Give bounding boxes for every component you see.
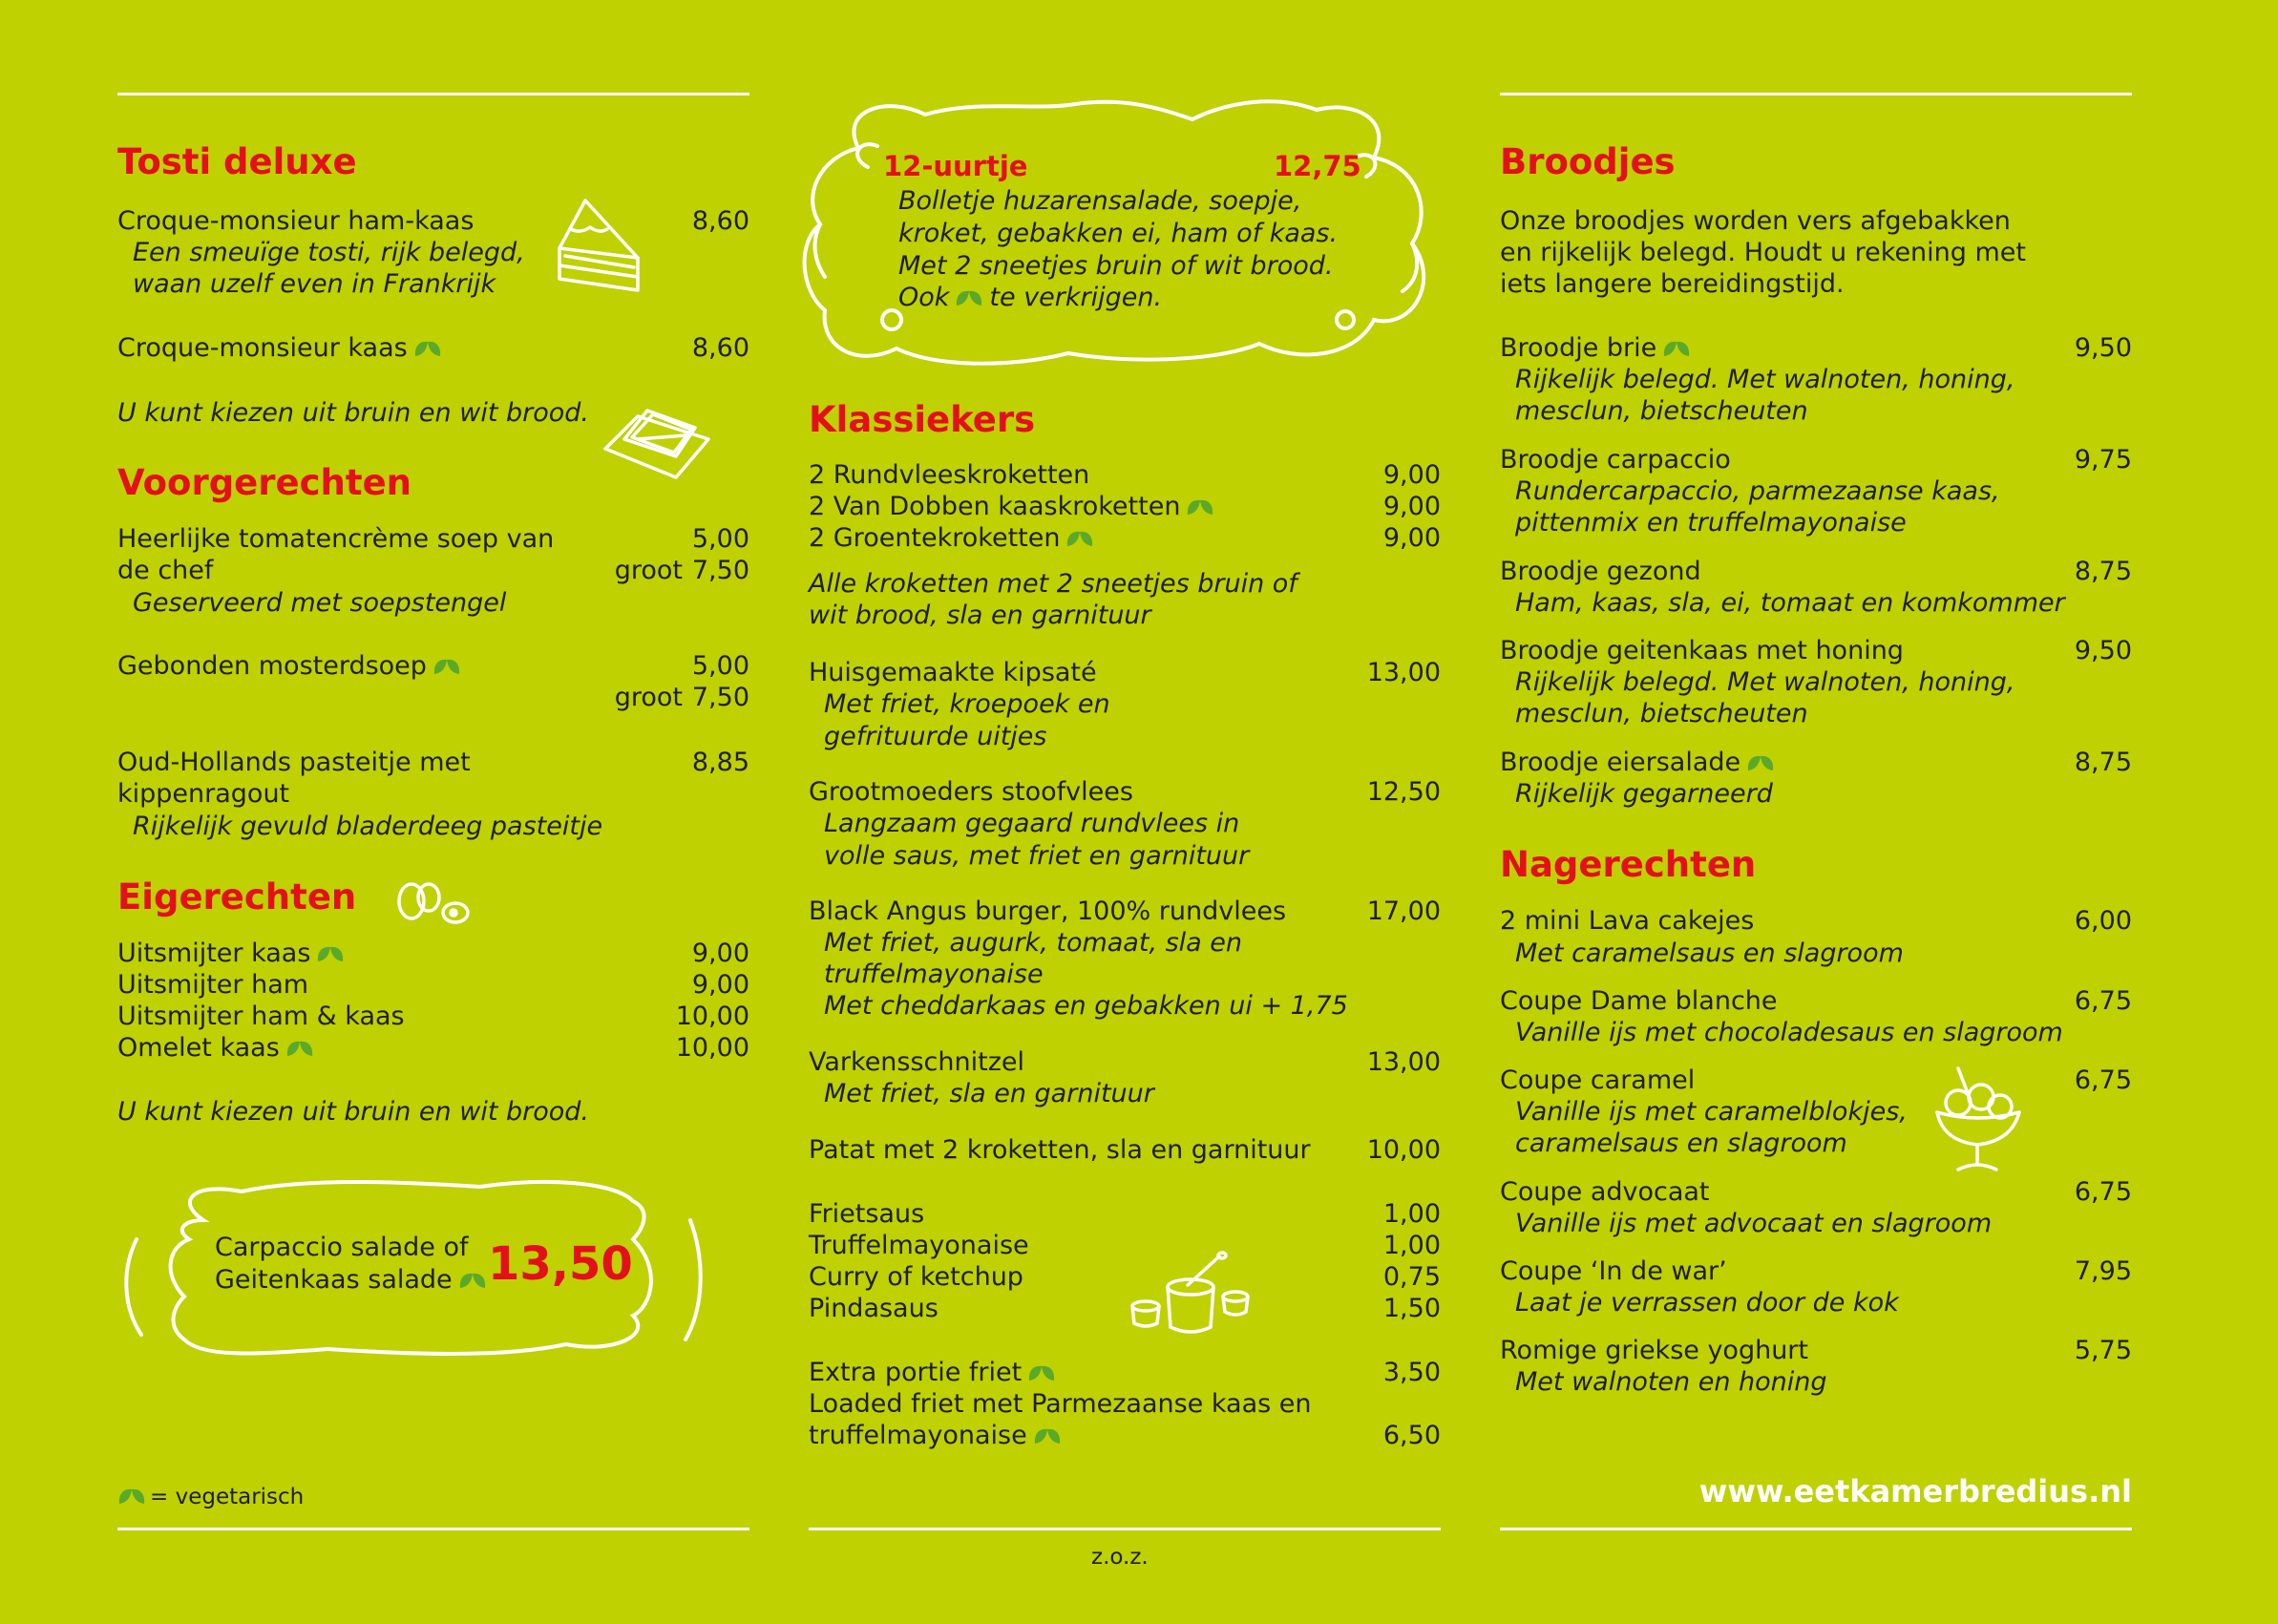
- item-description: truffelmayonaise: [824, 960, 1044, 989]
- vegetarian-leaf-icon: [955, 288, 983, 307]
- item-name: Broodje geitenkaas met honing: [1500, 636, 1904, 665]
- vegetarian-leaf-icon: [458, 1271, 487, 1290]
- menu-item: [809, 522, 1441, 555]
- size-label: groot: [614, 556, 683, 585]
- item-price: 6,00: [2074, 906, 2132, 936]
- vegetarian-leaf-icon: [1027, 1363, 1056, 1382]
- nagerechten-title: Nagerechten: [1500, 844, 1757, 885]
- menu-item: [1500, 635, 2132, 667]
- item-description: Met cheddarkaas en gebakken ui + 1,75: [824, 991, 1348, 1021]
- uurtje-price: 12,75: [1274, 150, 1361, 182]
- vegetarian-leaf-icon: [117, 1487, 146, 1506]
- menu-item: [117, 747, 749, 779]
- item-description: Laat je verrassen door de kok: [1515, 1288, 1899, 1318]
- menu-item: [809, 776, 1441, 809]
- item-price: 1,00: [1382, 1199, 1441, 1229]
- item-description: Rijkelijk belegd. Met walnoten, honing,: [1515, 667, 2015, 697]
- item-price: 3,50: [1382, 1358, 1441, 1387]
- item-name: Coupe advocaat: [1500, 1177, 1710, 1207]
- kroket-note: Alle kroketten met 2 sneetjes bruin of: [809, 569, 1297, 599]
- item-price: 7,50: [691, 556, 749, 585]
- ice-cream-coupe-icon: [1930, 1065, 2025, 1179]
- item-name: Croque-monsieur ham-kaas: [117, 206, 475, 236]
- item-name: Truffelmayonaise: [809, 1231, 1029, 1260]
- item-name: Oud-Hollands pasteitje met: [117, 748, 471, 777]
- item-name: Grootmoeders stoofvlees: [809, 777, 1133, 807]
- legend-text: = vegetarisch: [150, 1485, 305, 1509]
- sauce-pots-icon: [1128, 1251, 1253, 1341]
- item-price: 6,75: [2074, 1065, 2132, 1095]
- bread-note: U kunt kiezen uit bruin en wit brood.: [117, 1097, 589, 1127]
- item-name: Broodje eiersalade: [1500, 748, 1741, 777]
- salade-line2: Geitenkaas salade: [215, 1265, 453, 1295]
- bottom-rule: [117, 1528, 749, 1530]
- menu-item: [117, 205, 749, 238]
- menu-item: [117, 969, 749, 1002]
- broodjes-intro: Onze broodjes worden vers afgebakken: [1500, 206, 2011, 236]
- uurtje-line4-post: te verkrijgen.: [989, 283, 1163, 312]
- item-name: 2 mini Lava cakejes: [1500, 906, 1755, 936]
- vegetarian-leaf-icon: [413, 339, 442, 358]
- item-description: Een smeuïge tosti, rijk belegd,: [133, 238, 525, 267]
- item-price: 10,00: [675, 1033, 749, 1063]
- uurtje-title: 12-uurtje: [883, 150, 1028, 182]
- item-description: Vanille ijs met chocoladesaus en slagroom: [1515, 1018, 2063, 1047]
- vegetarian-leaf-icon: [1065, 529, 1094, 548]
- menu-item: [809, 1046, 1441, 1079]
- broodjes-title: Broodjes: [1500, 141, 1676, 182]
- menu-item-cont: [117, 555, 749, 587]
- item-description: gefrituurde uitjes: [824, 722, 1047, 751]
- item-name: Broodje carpaccio: [1500, 445, 1731, 475]
- item-name: Black Angus burger, 100% rundvlees: [809, 896, 1287, 926]
- item-name: Huisgemaakte kipsaté: [809, 658, 1097, 687]
- item-name: Patat met 2 kroketten, sla en garnituur: [809, 1135, 1311, 1165]
- voorgerechten-title: Voorgerechten: [117, 462, 412, 503]
- item-description: Rundercarpaccio, parmezaanse kaas,: [1515, 476, 2000, 506]
- size-label: groot: [614, 683, 683, 712]
- item-description: Met friet, kroepoek en: [824, 689, 1110, 719]
- item-description: Vanille ijs met advocaat en slagroom: [1515, 1209, 1993, 1238]
- vegetarian-legend: [117, 1485, 304, 1509]
- item-price: 8,85: [691, 748, 749, 777]
- menu-item: [809, 459, 1441, 492]
- item-price: 9,00: [691, 970, 749, 1000]
- menu-item: [117, 1001, 749, 1033]
- saus-item: [809, 1198, 1441, 1231]
- vegetarian-leaf-icon: [316, 944, 345, 963]
- item-name: Uitsmijter ham & kaas: [117, 1002, 405, 1031]
- uurtje-line: Bolletje huzarensalade, soepje,: [898, 186, 1302, 216]
- item-description: caramelsaus en slagroom: [1515, 1128, 1847, 1158]
- item-price: 8,75: [2074, 748, 2132, 777]
- item-price: 9,00: [1382, 492, 1441, 521]
- eigerechten-title: Eigerechten: [117, 876, 357, 917]
- item-name: Broodje brie: [1500, 333, 1657, 363]
- item-name: Extra portie friet: [809, 1358, 1023, 1387]
- vegetarian-leaf-icon: [1033, 1426, 1062, 1445]
- menu-item: [809, 657, 1441, 689]
- item-price: 7,95: [2074, 1256, 2132, 1286]
- item-description: Rijkelijk gegarneerd: [1515, 779, 1773, 809]
- item-description: Met friet, augurk, tomaat, sla en: [824, 928, 1243, 958]
- salade-line2-wrap: [215, 1264, 487, 1297]
- menu-item: [1500, 1176, 2132, 1209]
- uurtje-line: [898, 282, 1162, 314]
- menu-item: [1500, 1065, 2132, 1097]
- item-name: Uitsmijter kaas: [117, 939, 311, 968]
- menu-item: [117, 1032, 749, 1065]
- saus-item: [809, 1230, 1441, 1262]
- uurtje-line4-pre: Ook: [898, 283, 950, 312]
- item-description: Geserveerd met soepstengel: [133, 588, 507, 618]
- item-price: 9,50: [2074, 636, 2132, 665]
- menu-item-cont: [117, 682, 749, 714]
- salade-price: 13,50: [488, 1237, 633, 1291]
- menu-item: [1500, 332, 2132, 365]
- saus-item: [809, 1293, 1441, 1325]
- item-name: 2 Groentekroketten: [809, 523, 1061, 553]
- item-price: 9,75: [2074, 445, 2132, 475]
- item-price: 6,75: [2074, 986, 2132, 1016]
- item-name: kippenragout: [117, 779, 290, 809]
- item-name: Broodje gezond: [1500, 557, 1701, 586]
- menu-item: [1500, 747, 2132, 779]
- zoz-label: z.o.z.: [1091, 1545, 1149, 1570]
- item-name: Loaded friet met Parmezaanse kaas en: [809, 1389, 1312, 1419]
- item-price: 9,00: [691, 939, 749, 968]
- item-price: 5,00: [691, 651, 749, 681]
- menu-item: [1500, 444, 2132, 476]
- item-price: 9,50: [2074, 333, 2132, 363]
- item-name: Uitsmijter ham: [117, 970, 309, 1000]
- broodjes-intro: en rijkelijk belegd. Houdt u rekening met: [1500, 238, 2027, 267]
- menu-item: [809, 1357, 1441, 1389]
- item-price: 1,50: [1382, 1294, 1441, 1323]
- salade-line1: Carpaccio salade of: [215, 1233, 469, 1262]
- item-description: mesclun, bietscheuten: [1515, 699, 1808, 728]
- item-price: 9,00: [1382, 523, 1441, 553]
- menu-item: [809, 896, 1441, 928]
- item-price: 8,75: [2074, 557, 2132, 586]
- item-price: 17,00: [1366, 896, 1441, 926]
- item-description: Vanille ijs met caramelblokjes,: [1515, 1097, 1908, 1127]
- item-price: 10,00: [1366, 1135, 1441, 1165]
- item-description: waan uzelf even in Frankrijk: [133, 269, 496, 299]
- menu-item: [1500, 1255, 2132, 1288]
- bottom-rule: [1500, 1528, 2132, 1530]
- item-price: 10,00: [675, 1002, 749, 1031]
- item-name: Coupe ‘In de war’: [1500, 1256, 1727, 1286]
- item-description: Met walnoten en honing: [1515, 1367, 1827, 1397]
- top-rule: [117, 93, 749, 95]
- vegetarian-leaf-icon: [1662, 339, 1691, 358]
- vegetarian-leaf-icon: [285, 1039, 314, 1058]
- saus-item: [809, 1261, 1441, 1294]
- item-price: 9,00: [1382, 460, 1441, 490]
- item-description: Met caramelsaus en slagroom: [1515, 939, 1904, 968]
- broodjes-intro: iets langere bereidingstijd.: [1500, 269, 1845, 299]
- item-price: 6,50: [1382, 1421, 1441, 1450]
- klassiekers-title: Klassiekers: [809, 399, 1036, 440]
- item-name: Frietsaus: [809, 1199, 925, 1229]
- item-price: 5,75: [2074, 1336, 2132, 1365]
- item-name: de chef: [117, 556, 214, 585]
- menu-item: [1500, 556, 2132, 588]
- kroket-note: wit brood, sla en garnituur: [809, 601, 1151, 630]
- item-price: 12,50: [1366, 777, 1441, 807]
- menu-item: [117, 523, 749, 556]
- item-name: truffelmayonaise: [809, 1421, 1027, 1450]
- item-name: Coupe Dame blanche: [1500, 986, 1778, 1016]
- item-price: 7,50: [691, 683, 749, 712]
- item-description: Ham, kaas, sla, ei, tomaat en komkommer: [1515, 588, 2065, 618]
- item-name: Croque-monsieur kaas: [117, 333, 408, 363]
- toastie-icon: [552, 191, 647, 306]
- uurtje-line: kroket, gebakken ei, ham of kaas.: [898, 219, 1339, 248]
- item-price: 6,75: [2074, 1177, 2132, 1207]
- menu-item: [809, 1134, 1441, 1167]
- item-price: 13,00: [1366, 1047, 1441, 1077]
- item-name: Varkensschnitzel: [809, 1047, 1024, 1077]
- item-description: Rijkelijk gevuld bladerdeeg pasteitje: [133, 812, 603, 841]
- bread-note: U kunt kiezen uit bruin en wit brood.: [117, 398, 589, 428]
- item-description: pittenmix en truffelmayonaise: [1515, 508, 1907, 538]
- item-name: Pindasaus: [809, 1294, 939, 1323]
- item-price: 8,60: [691, 206, 749, 236]
- uurtje-line: Met 2 sneetjes bruin of wit brood.: [898, 251, 1334, 281]
- menu-item: [809, 1388, 1441, 1421]
- item-description: Met friet, sla en garnituur: [824, 1079, 1154, 1108]
- item-price: 13,00: [1366, 658, 1441, 687]
- item-description: volle saus, met friet en garnituur: [824, 841, 1250, 871]
- menu-item: [117, 650, 749, 683]
- item-description: Rijkelijk belegd. Met walnoten, honing,: [1515, 365, 2015, 394]
- vegetarian-leaf-icon: [432, 657, 461, 676]
- item-name: Gebonden mosterdsoep: [117, 651, 427, 681]
- vegetarian-leaf-icon: [1746, 753, 1775, 772]
- menu-item: [117, 332, 749, 365]
- tosti-title: Tosti deluxe: [117, 141, 357, 182]
- eggs-icon: [394, 878, 471, 931]
- item-name: 2 Van Dobben kaaskroketten: [809, 492, 1181, 521]
- item-name: Coupe caramel: [1500, 1065, 1696, 1095]
- menu-item-cont: [117, 778, 749, 811]
- menu-item: [1500, 905, 2132, 938]
- menu-item: [1500, 985, 2132, 1018]
- item-price: 5,00: [691, 524, 749, 554]
- item-name: Curry of ketchup: [809, 1262, 1023, 1292]
- menu-item: [1500, 1335, 2132, 1367]
- website-link[interactable]: www.eetkamerbredius.nl: [1698, 1473, 2132, 1509]
- item-name: Omelet kaas: [117, 1033, 280, 1063]
- item-name: 2 Rundvleeskroketten: [809, 460, 1090, 490]
- sandwich-plate-icon: [600, 401, 714, 487]
- item-price: 0,75: [1382, 1262, 1441, 1292]
- bottom-rule: [809, 1528, 1441, 1530]
- item-description: mesclun, bietscheuten: [1515, 396, 1808, 426]
- menu-item: [117, 938, 749, 970]
- menu-item-cont: [809, 1420, 1441, 1452]
- item-price: 1,00: [1382, 1231, 1441, 1260]
- vegetarian-leaf-icon: [1186, 497, 1214, 517]
- menu-item: [809, 491, 1441, 523]
- item-name: Romige griekse yoghurt: [1500, 1336, 1808, 1365]
- top-rule: [1500, 93, 2132, 95]
- item-description: Langzaam gegaard rundvlees in: [824, 809, 1240, 838]
- item-price: 8,60: [691, 333, 749, 363]
- item-name: Heerlijke tomatencrème soep van: [117, 524, 555, 554]
